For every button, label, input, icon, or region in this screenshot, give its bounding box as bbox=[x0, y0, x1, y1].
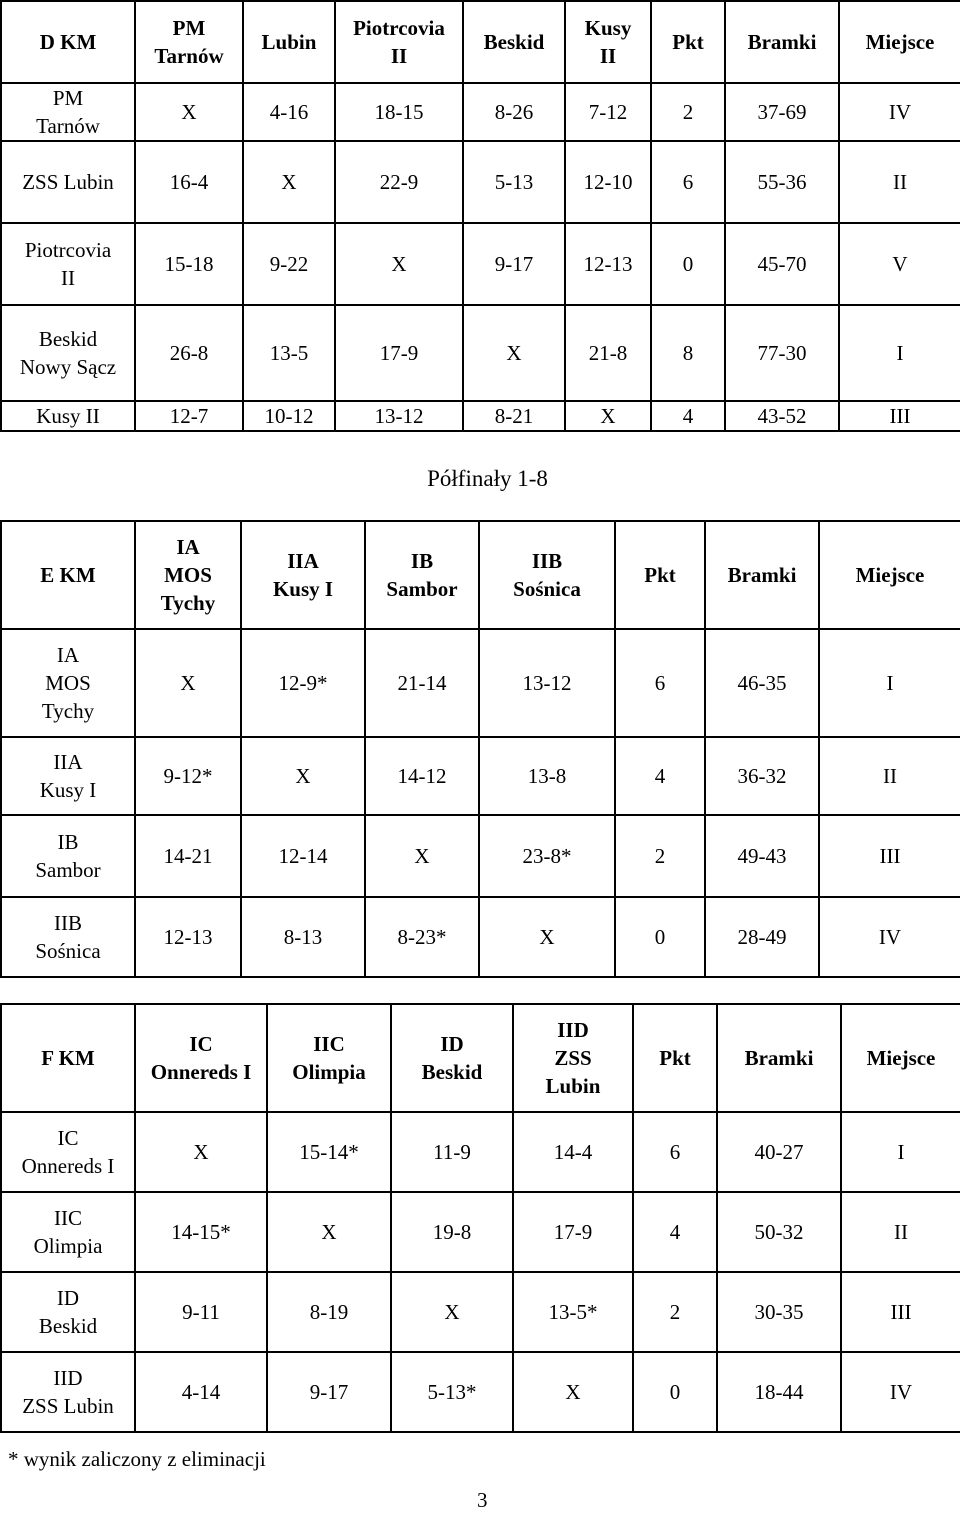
header-row bbox=[1, 1, 960, 83]
table-cell: X bbox=[365, 815, 479, 897]
table-cell: I bbox=[839, 305, 960, 401]
column-header: Pkt bbox=[633, 1004, 717, 1112]
table-d-group bbox=[0, 0, 960, 432]
column-header: Miejsce bbox=[839, 1, 960, 83]
table-cell: 26-8 bbox=[135, 305, 243, 401]
column-header: Miejsce bbox=[819, 521, 960, 629]
table-f-semifinal bbox=[0, 1003, 960, 1433]
table-cell: 0 bbox=[615, 897, 705, 977]
table-cell: X bbox=[479, 897, 615, 977]
table-cell: 9-12* bbox=[135, 737, 241, 815]
table-cell: 16-4 bbox=[135, 141, 243, 223]
table-cell: 13-5 bbox=[243, 305, 335, 401]
column-header: Pkt bbox=[651, 1, 725, 83]
table-cell: 9-17 bbox=[463, 223, 565, 305]
table-cell: I bbox=[819, 629, 960, 737]
table-row bbox=[1, 83, 960, 141]
table-cell: 4-14 bbox=[135, 1352, 267, 1432]
table-cell: 8-26 bbox=[463, 83, 565, 141]
table-cell: IV bbox=[839, 83, 960, 141]
column-header: IB Sambor bbox=[365, 521, 479, 629]
table-row bbox=[1, 401, 960, 431]
column-header: IIA Kusy I bbox=[241, 521, 365, 629]
row-label: IA MOS Tychy bbox=[1, 629, 135, 737]
table-cell: 14-21 bbox=[135, 815, 241, 897]
column-header: Miejsce bbox=[841, 1004, 960, 1112]
table-cell: 6 bbox=[633, 1112, 717, 1192]
table-cell: 14-15* bbox=[135, 1192, 267, 1272]
table-cell: 40-27 bbox=[717, 1112, 841, 1192]
table-cell: 17-9 bbox=[335, 305, 463, 401]
table-cell: 8-21 bbox=[463, 401, 565, 431]
table-cell: X bbox=[335, 223, 463, 305]
table-e-semifinal bbox=[0, 520, 960, 978]
column-header: IC Onnereds I bbox=[135, 1004, 267, 1112]
table-cell: II bbox=[841, 1192, 960, 1272]
table-cell: 12-9* bbox=[241, 629, 365, 737]
table-cell: 9-17 bbox=[267, 1352, 391, 1432]
table-cell: 23-8* bbox=[479, 815, 615, 897]
table-cell: 21-14 bbox=[365, 629, 479, 737]
table-cell: 13-5* bbox=[513, 1272, 633, 1352]
section-title: Półfinały 1-8 bbox=[427, 466, 548, 491]
footnote: * wynik zaliczony z eliminacji bbox=[8, 1447, 266, 1471]
table-cell: 12-13 bbox=[135, 897, 241, 977]
table-cell: II bbox=[839, 141, 960, 223]
table-cell: 30-35 bbox=[717, 1272, 841, 1352]
table-cell: 0 bbox=[651, 223, 725, 305]
header-row bbox=[1, 521, 960, 629]
table-cell: X bbox=[135, 1112, 267, 1192]
table-cell: 8-13 bbox=[241, 897, 365, 977]
table-cell: 12-7 bbox=[135, 401, 243, 431]
table-row bbox=[1, 815, 960, 897]
table-cell: 37-69 bbox=[725, 83, 839, 141]
table-row bbox=[1, 1272, 960, 1352]
table-row bbox=[1, 1352, 960, 1432]
table-row bbox=[1, 737, 960, 815]
row-label: IC Onnereds I bbox=[1, 1112, 135, 1192]
table-cell: 15-18 bbox=[135, 223, 243, 305]
column-header: Bramki bbox=[725, 1, 839, 83]
table-row bbox=[1, 141, 960, 223]
row-label: IIA Kusy I bbox=[1, 737, 135, 815]
column-header: Kusy II bbox=[565, 1, 651, 83]
table-cell: 12-14 bbox=[241, 815, 365, 897]
table-cell: 12-13 bbox=[565, 223, 651, 305]
table-cell: 4 bbox=[615, 737, 705, 815]
table-cell: 8-23* bbox=[365, 897, 479, 977]
column-header: Pkt bbox=[615, 521, 705, 629]
column-header: Bramki bbox=[705, 521, 819, 629]
table-cell: 77-30 bbox=[725, 305, 839, 401]
table-cell: 0 bbox=[633, 1352, 717, 1432]
column-header: PM Tarnów bbox=[135, 1, 243, 83]
table-row bbox=[1, 223, 960, 305]
table-cell: 21-8 bbox=[565, 305, 651, 401]
page-number: 3 bbox=[477, 1488, 488, 1512]
table-cell: 5-13* bbox=[391, 1352, 513, 1432]
table-cell: 36-32 bbox=[705, 737, 819, 815]
row-label: ZSS Lubin bbox=[1, 141, 135, 223]
table-cell: IV bbox=[819, 897, 960, 977]
table-cell: 2 bbox=[615, 815, 705, 897]
table-cell: X bbox=[135, 83, 243, 141]
table-cell: 18-44 bbox=[717, 1352, 841, 1432]
column-header: IID ZSS Lubin bbox=[513, 1004, 633, 1112]
table-cell: 10-12 bbox=[243, 401, 335, 431]
table-cell: 45-70 bbox=[725, 223, 839, 305]
table-cell: 22-9 bbox=[335, 141, 463, 223]
table-cell: I bbox=[841, 1112, 960, 1192]
table-cell: 4 bbox=[633, 1192, 717, 1272]
table-cell: II bbox=[819, 737, 960, 815]
table-cell: 50-32 bbox=[717, 1192, 841, 1272]
table-cell: 19-8 bbox=[391, 1192, 513, 1272]
table-row bbox=[1, 897, 960, 977]
row-label: IID ZSS Lubin bbox=[1, 1352, 135, 1432]
table-cell: 11-9 bbox=[391, 1112, 513, 1192]
table-cell: X bbox=[565, 401, 651, 431]
table-cell: V bbox=[839, 223, 960, 305]
table-corner-label: E KM bbox=[1, 521, 135, 629]
row-label: IB Sambor bbox=[1, 815, 135, 897]
table-cell: 6 bbox=[651, 141, 725, 223]
column-header: Lubin bbox=[243, 1, 335, 83]
column-header: Beskid bbox=[463, 1, 565, 83]
row-label: ID Beskid bbox=[1, 1272, 135, 1352]
row-label: Piotrcovia II bbox=[1, 223, 135, 305]
table-cell: 17-9 bbox=[513, 1192, 633, 1272]
table-cell: 8-19 bbox=[267, 1272, 391, 1352]
table-cell: X bbox=[391, 1272, 513, 1352]
table-cell: X bbox=[243, 141, 335, 223]
table-cell: IV bbox=[841, 1352, 960, 1432]
table-cell: 8 bbox=[651, 305, 725, 401]
table-cell: 15-14* bbox=[267, 1112, 391, 1192]
header-row bbox=[1, 1004, 960, 1112]
table-cell: 55-36 bbox=[725, 141, 839, 223]
table-cell: 49-43 bbox=[705, 815, 819, 897]
table-cell: 13-12 bbox=[479, 629, 615, 737]
column-header: IIB Sośnica bbox=[479, 521, 615, 629]
table-cell: 43-52 bbox=[725, 401, 839, 431]
table-cell: 2 bbox=[633, 1272, 717, 1352]
table-cell: 9-11 bbox=[135, 1272, 267, 1352]
column-header: Piotrcovia II bbox=[335, 1, 463, 83]
table-cell: III bbox=[841, 1272, 960, 1352]
row-label: Beskid Nowy Sącz bbox=[1, 305, 135, 401]
table-cell: X bbox=[267, 1192, 391, 1272]
table-corner-label: F KM bbox=[1, 1004, 135, 1112]
table-row bbox=[1, 629, 960, 737]
table-cell: III bbox=[839, 401, 960, 431]
table-corner-label: D KM bbox=[1, 1, 135, 83]
table-row bbox=[1, 1112, 960, 1192]
table-cell: 2 bbox=[651, 83, 725, 141]
table-cell: 14-12 bbox=[365, 737, 479, 815]
table-row bbox=[1, 305, 960, 401]
row-label: PM Tarnów bbox=[1, 83, 135, 141]
table-cell: 13-12 bbox=[335, 401, 463, 431]
column-header: Bramki bbox=[717, 1004, 841, 1112]
table-cell: 13-8 bbox=[479, 737, 615, 815]
column-header: IA MOS Tychy bbox=[135, 521, 241, 629]
table-cell: X bbox=[513, 1352, 633, 1432]
table-cell: X bbox=[135, 629, 241, 737]
table-cell: 46-35 bbox=[705, 629, 819, 737]
row-label: Kusy II bbox=[1, 401, 135, 431]
table-cell: X bbox=[463, 305, 565, 401]
table-cell: 6 bbox=[615, 629, 705, 737]
table-cell: 12-10 bbox=[565, 141, 651, 223]
row-label: IIC Olimpia bbox=[1, 1192, 135, 1272]
column-header: IIC Olimpia bbox=[267, 1004, 391, 1112]
table-cell: 7-12 bbox=[565, 83, 651, 141]
table-cell: 5-13 bbox=[463, 141, 565, 223]
table-cell: 9-22 bbox=[243, 223, 335, 305]
table-cell: X bbox=[241, 737, 365, 815]
table-cell: 28-49 bbox=[705, 897, 819, 977]
row-label: IIB Sośnica bbox=[1, 897, 135, 977]
table-cell: 14-4 bbox=[513, 1112, 633, 1192]
table-row bbox=[1, 1192, 960, 1272]
table-cell: 18-15 bbox=[335, 83, 463, 141]
table-cell: III bbox=[819, 815, 960, 897]
table-cell: 4-16 bbox=[243, 83, 335, 141]
column-header: ID Beskid bbox=[391, 1004, 513, 1112]
table-cell: 4 bbox=[651, 401, 725, 431]
